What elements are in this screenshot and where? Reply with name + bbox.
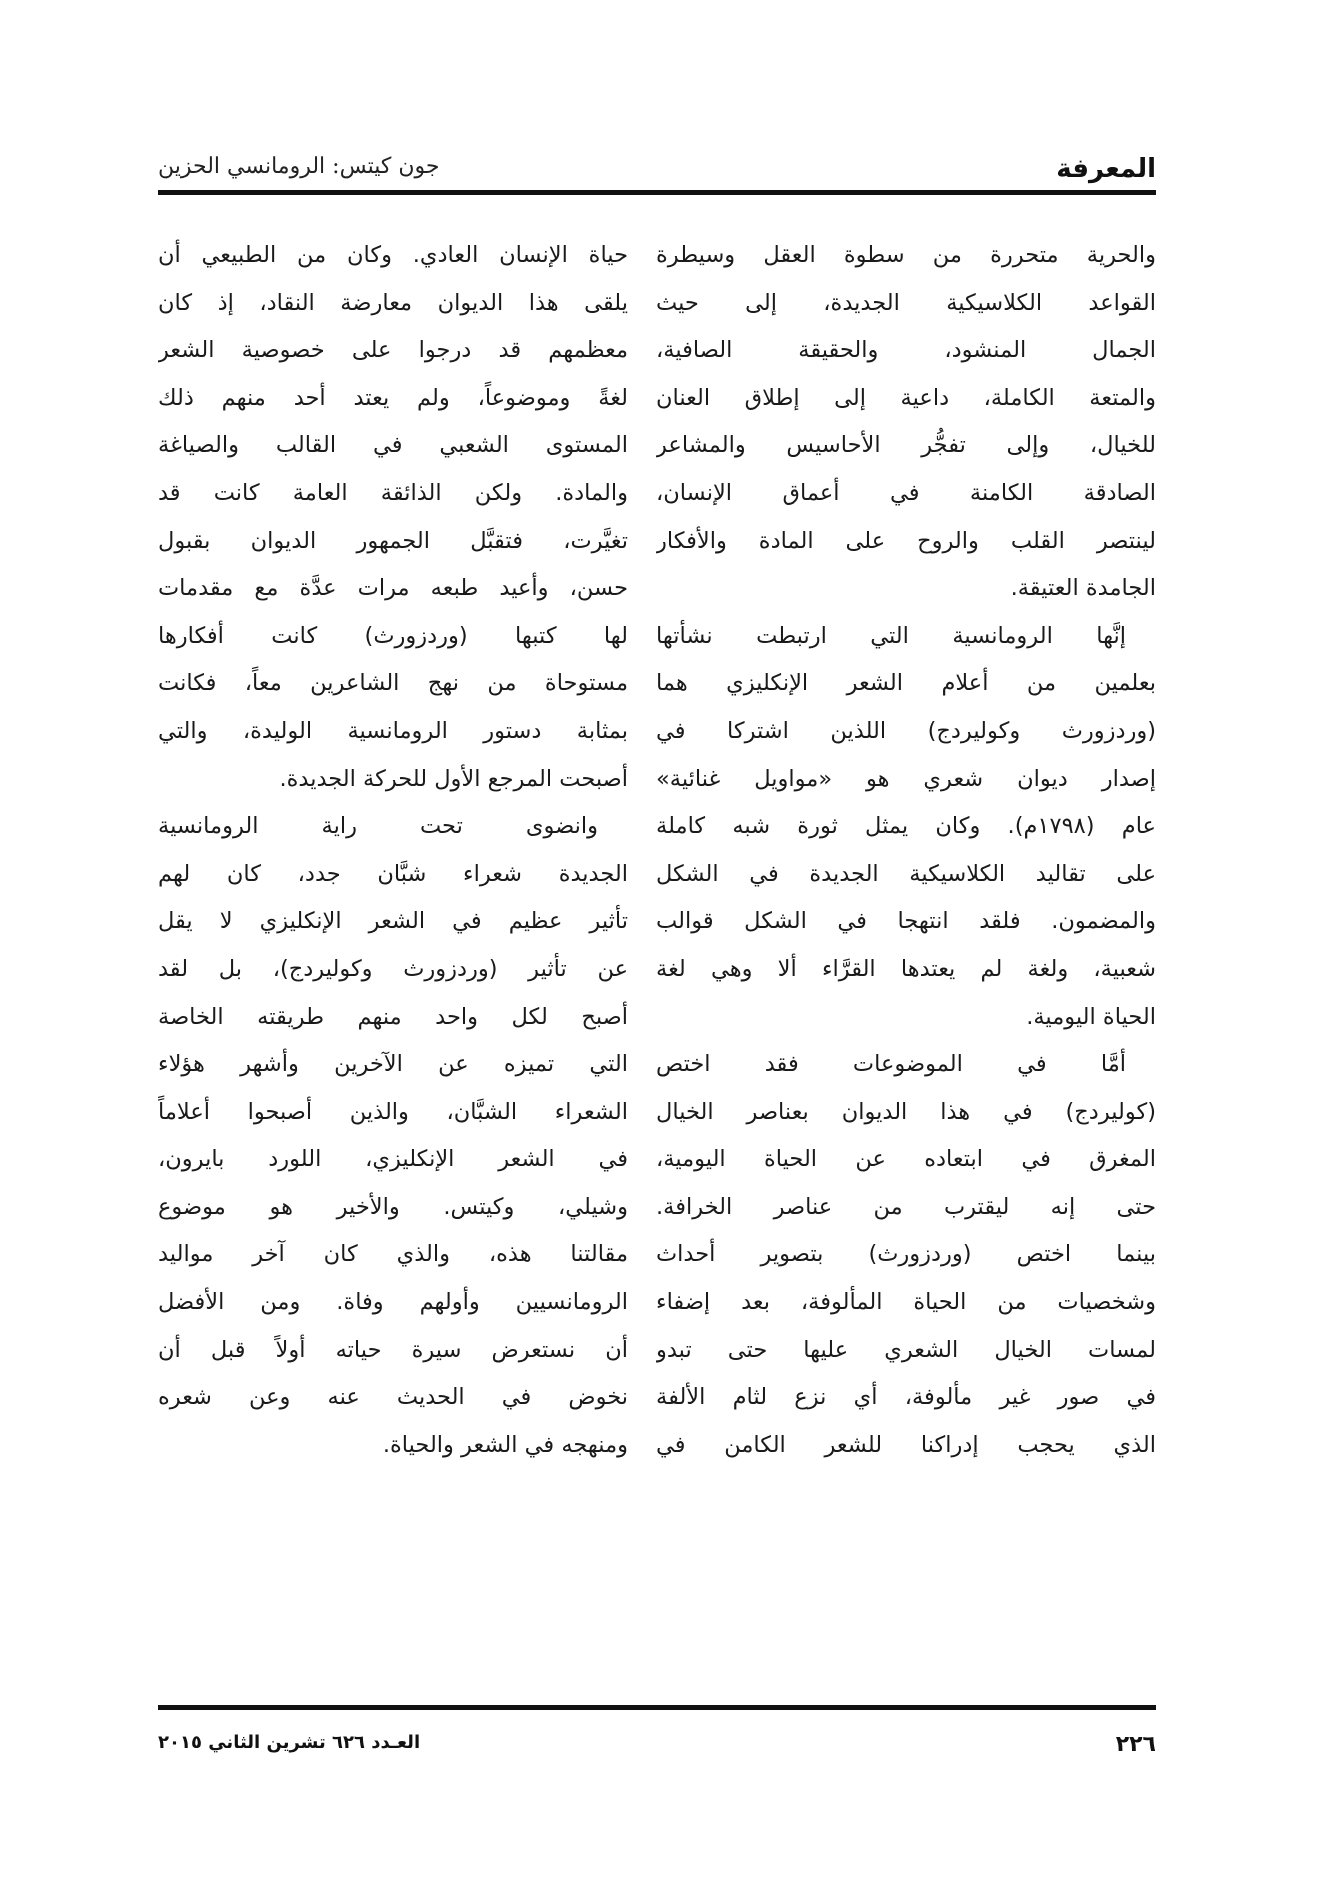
footer-divider (158, 1705, 1156, 1710)
text-column-left (158, 232, 628, 1469)
text-line: أمَّا في الموضوعات فقد اختص (656, 1051, 1126, 1078)
text-line: بعلمين من أعلام الشعر الإنكليزي هما (656, 670, 1156, 697)
text-line: معظمهم قد درجوا على خصوصية الشعر (158, 337, 628, 364)
text-line: المستوى الشعبي في القالب والصياغة (158, 432, 628, 459)
text-line: الحياة اليومية. (1026, 1003, 1156, 1030)
text-line: أصبحت المرجع الأول للحركة الجديدة. (279, 765, 628, 792)
text-column-right (656, 232, 1156, 1469)
text-line: المغرق في ابتعاده عن الحياة اليومية، (656, 1146, 1156, 1173)
text-line: لينتصر القلب والروح على المادة والأفكار (656, 527, 1156, 554)
text-line: عن تأثير (وردزورث وكوليردج)، بل لقد (158, 955, 628, 982)
text-line: الجديدة شعراء شبَّان جدد، كان لهم (158, 860, 628, 887)
text-line: إصدار ديوان شعري هو «مواويل غنائية» (656, 765, 1156, 792)
text-line: في الشعر الإنكليزي، اللورد بايرون، (158, 1146, 628, 1173)
text-line: يلقى هذا الديوان معارضة النقاد، إذ كان (158, 289, 628, 316)
page-number: ٢٢٦ (1115, 1732, 1156, 1757)
text-line: الصادقة الكامنة في أعماق الإنسان، (656, 479, 1156, 506)
text-line: ومنهجه في الشعر والحياة. (382, 1431, 628, 1458)
issue-info: العـدد ٦٢٦ تشرين الثاني ٢٠١٥ (158, 1732, 421, 1753)
text-line: مستوحاة من نهج الشاعرين معاً، فكانت (158, 670, 628, 697)
text-line: حتى إنه ليقترب من عناصر الخرافة. (656, 1193, 1156, 1220)
text-line: لغةً وموضوعاً، ولم يعتد أحد منهم ذلك (158, 384, 628, 411)
text-line: والمتعة الكاملة، داعية إلى إطلاق العنان (656, 384, 1156, 411)
text-line: القواعد الكلاسيكية الجديدة، إلى حيث (656, 289, 1156, 316)
text-line: والمضمون. فلقد انتهجا في الشكل قوالب (656, 908, 1156, 935)
running-title: جون كيتس: الرومانسي الحزين (158, 154, 440, 179)
text-line: للخيال، وإلى تفجُّر الأحاسيس والمشاعر (656, 432, 1156, 459)
text-line: والمادة. ولكن الذائقة العامة كانت قد (158, 479, 628, 506)
text-line: عام (١٧٩٨م). وكان يمثل ثورة شبه كاملة (656, 813, 1156, 840)
magazine-logo: المعرفة (1056, 154, 1156, 184)
text-line: مقالتنا هذه، والذي كان آخر مواليد (158, 1241, 628, 1268)
text-line: وشخصيات من الحياة المألوفة، بعد إضفاء (656, 1289, 1156, 1316)
text-line: وشيلي، وكيتس. والأخير هو موضوع (158, 1193, 628, 1220)
text-line: نخوض في الحديث عنه وعن شعره (158, 1384, 628, 1411)
text-line: الجامدة العتيقة. (1010, 575, 1156, 602)
text-line: تغيَّرت، فتقبَّل الجمهور الديوان بقبول (158, 527, 628, 554)
text-line: لها كتبها (وردزورث) كانت أفكارها (158, 622, 628, 649)
text-line: (وردزورث وكوليردج) اللذين اشتركا في (656, 717, 1156, 744)
text-line: أصبح لكل واحد منهم طريقته الخاصة (158, 1003, 628, 1030)
text-line: والحرية متحررة من سطوة العقل وسيطرة (656, 242, 1156, 268)
text-line: وانضوى تحت راية الرومانسية (158, 813, 598, 840)
page-header (158, 148, 1156, 186)
text-line: حسن، وأعيد طبعه مرات عدَّة مع مقدمات (158, 575, 628, 602)
header-divider (158, 190, 1156, 195)
text-line: التي تميزه عن الآخرين وأشهر هؤلاء (158, 1051, 628, 1078)
text-line: بمثابة دستور الرومانسية الوليدة، والتي (158, 717, 628, 744)
text-line: إنَّها الرومانسية التي ارتبطت نشأتها (656, 622, 1126, 649)
text-line: الذي يحجب إدراكنا للشعر الكامن في (656, 1431, 1156, 1458)
text-line: (كوليردج) في هذا الديوان بعناصر الخيال (656, 1098, 1156, 1125)
text-line: شعبية، ولغة لم يعتدها القرَّاء ألا وهي لغة (656, 955, 1156, 982)
text-line: تأثير عظيم في الشعر الإنكليزي لا يقل (158, 908, 628, 935)
text-line: الشعراء الشبَّان، والذين أصبحوا أعلاماً (158, 1098, 628, 1125)
text-line: لمسات الخيال الشعري عليها حتى تبدو (656, 1336, 1156, 1363)
text-line: على تقاليد الكلاسيكية الجديدة في الشكل (656, 860, 1156, 887)
text-line: بينما اختص (وردزورث) بتصوير أحداث (656, 1241, 1156, 1268)
text-line: حياة الإنسان العادي. وكان من الطبيعي أن (158, 242, 628, 268)
text-line: أن نستعرض سيرة حياته أولاً قبل أن (158, 1336, 628, 1363)
text-line: الجمال المنشود، والحقيقة الصافية، (656, 337, 1156, 364)
text-line: الرومانسيين وأولهم وفاة. ومن الأفضل (158, 1289, 628, 1316)
text-line: في صور غير مألوفة، أي نزع لثام الألفة (656, 1384, 1156, 1411)
